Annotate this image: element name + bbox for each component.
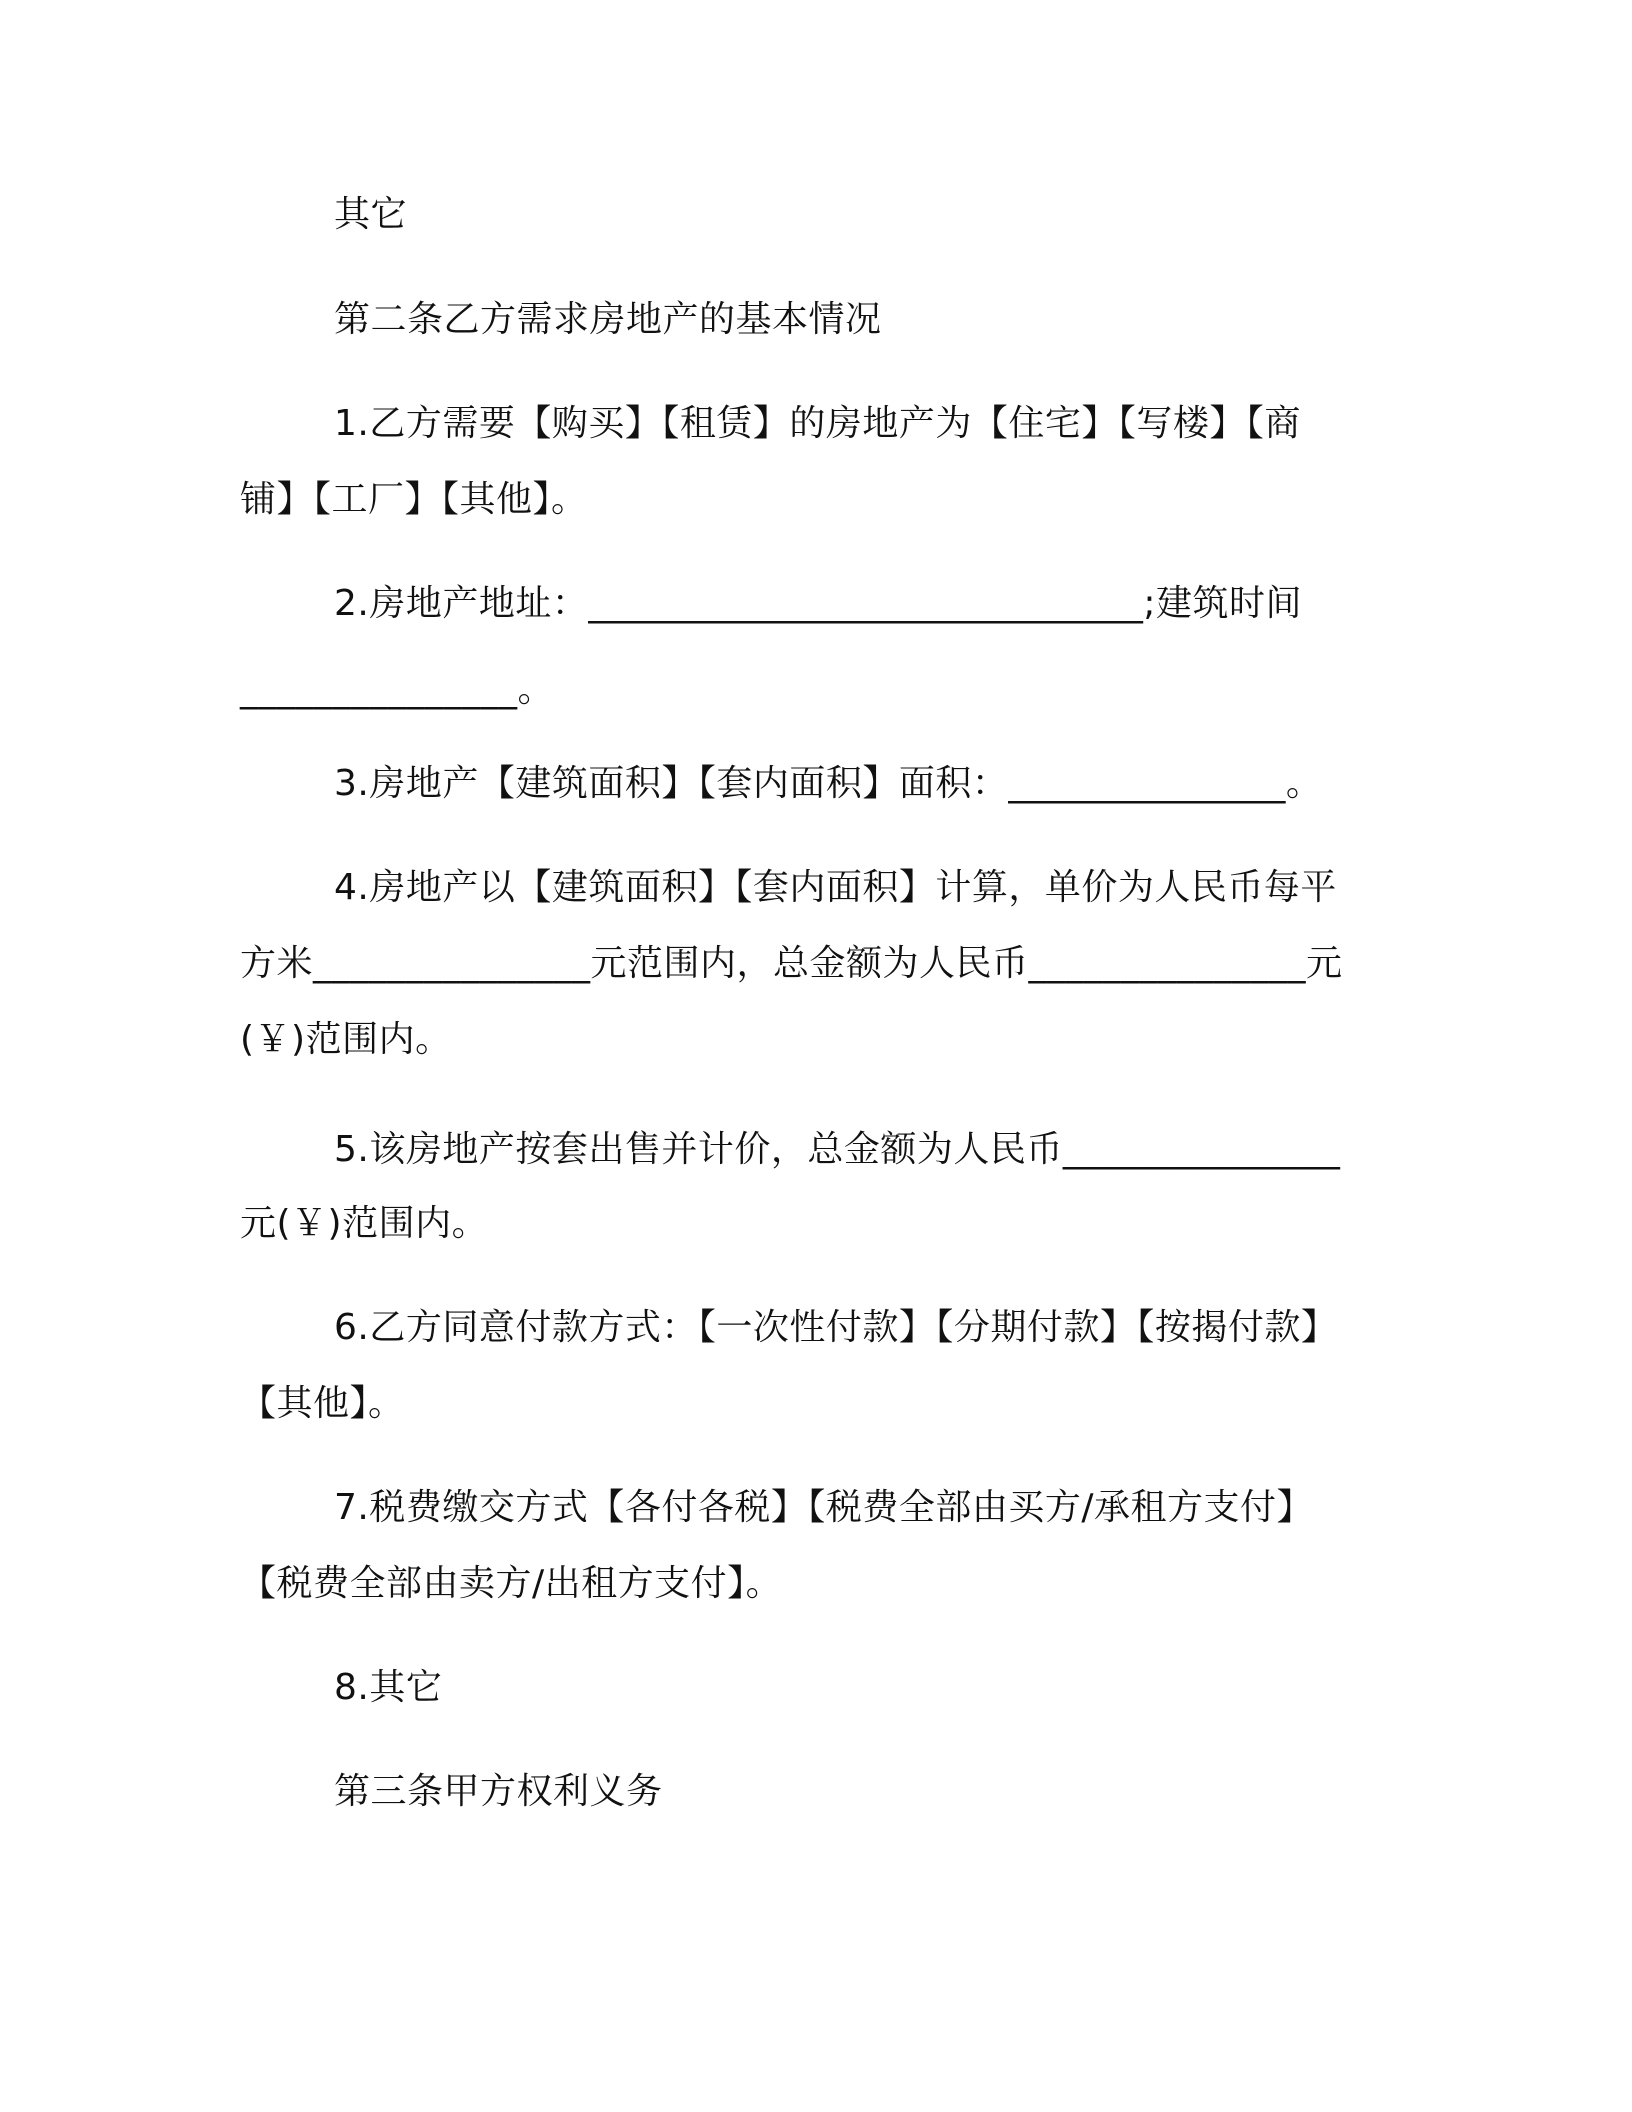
article-2-heading: 第二条乙方需求房地产的基本情况 [334,299,882,340]
article-3-heading: 第三条甲方权利义务 [334,1771,663,1812]
clause-6-line-1: 6.乙方同意付款方式：【一次性付款】【分期付款】【按揭付款】 [334,1307,1338,1348]
clause-8: 8.其它 [334,1667,443,1708]
clause-6-line-2: 【其他】。 [240,1383,405,1424]
clause-1-line-1: 1.乙方需要【购买】【租赁】的房地产为【住宅】【写楼】【商 [334,403,1301,444]
clause-1-line-2: 铺】【工厂】【其他】。 [240,479,588,520]
clause-4-line-1: 4.房地产以【建筑面积】【套内面积】计算，单价为人民币每平 [334,867,1337,908]
clause-2-line-2: _______________。 [240,669,554,710]
clause-2-line-1: 2.房地产地址：______________________________;建筑时间 [334,583,1302,624]
clause-4-line-2: 方米_______________元范围内，总金额为人民币_______________元 [240,943,1343,984]
clause-4-line-3: (￥)范围内。 [240,1019,452,1060]
clause-7-line-1: 7.税费缴交方式【各付各税】【税费全部由买方/承租方支付】 [334,1487,1313,1528]
clause-7-line-2: 【税费全部由卖方/出租方支付】。 [240,1563,783,1604]
clause-5-line-2: 元(￥)范围内。 [240,1203,489,1244]
clause-5-line-1: 5.该房地产按套出售并计价，总金额为人民币_______________ [334,1129,1341,1170]
clause-3: 3.房地产【建筑面积】【套内面积】面积：_______________。 [334,763,1323,804]
heading-other: 其它 [334,194,408,235]
